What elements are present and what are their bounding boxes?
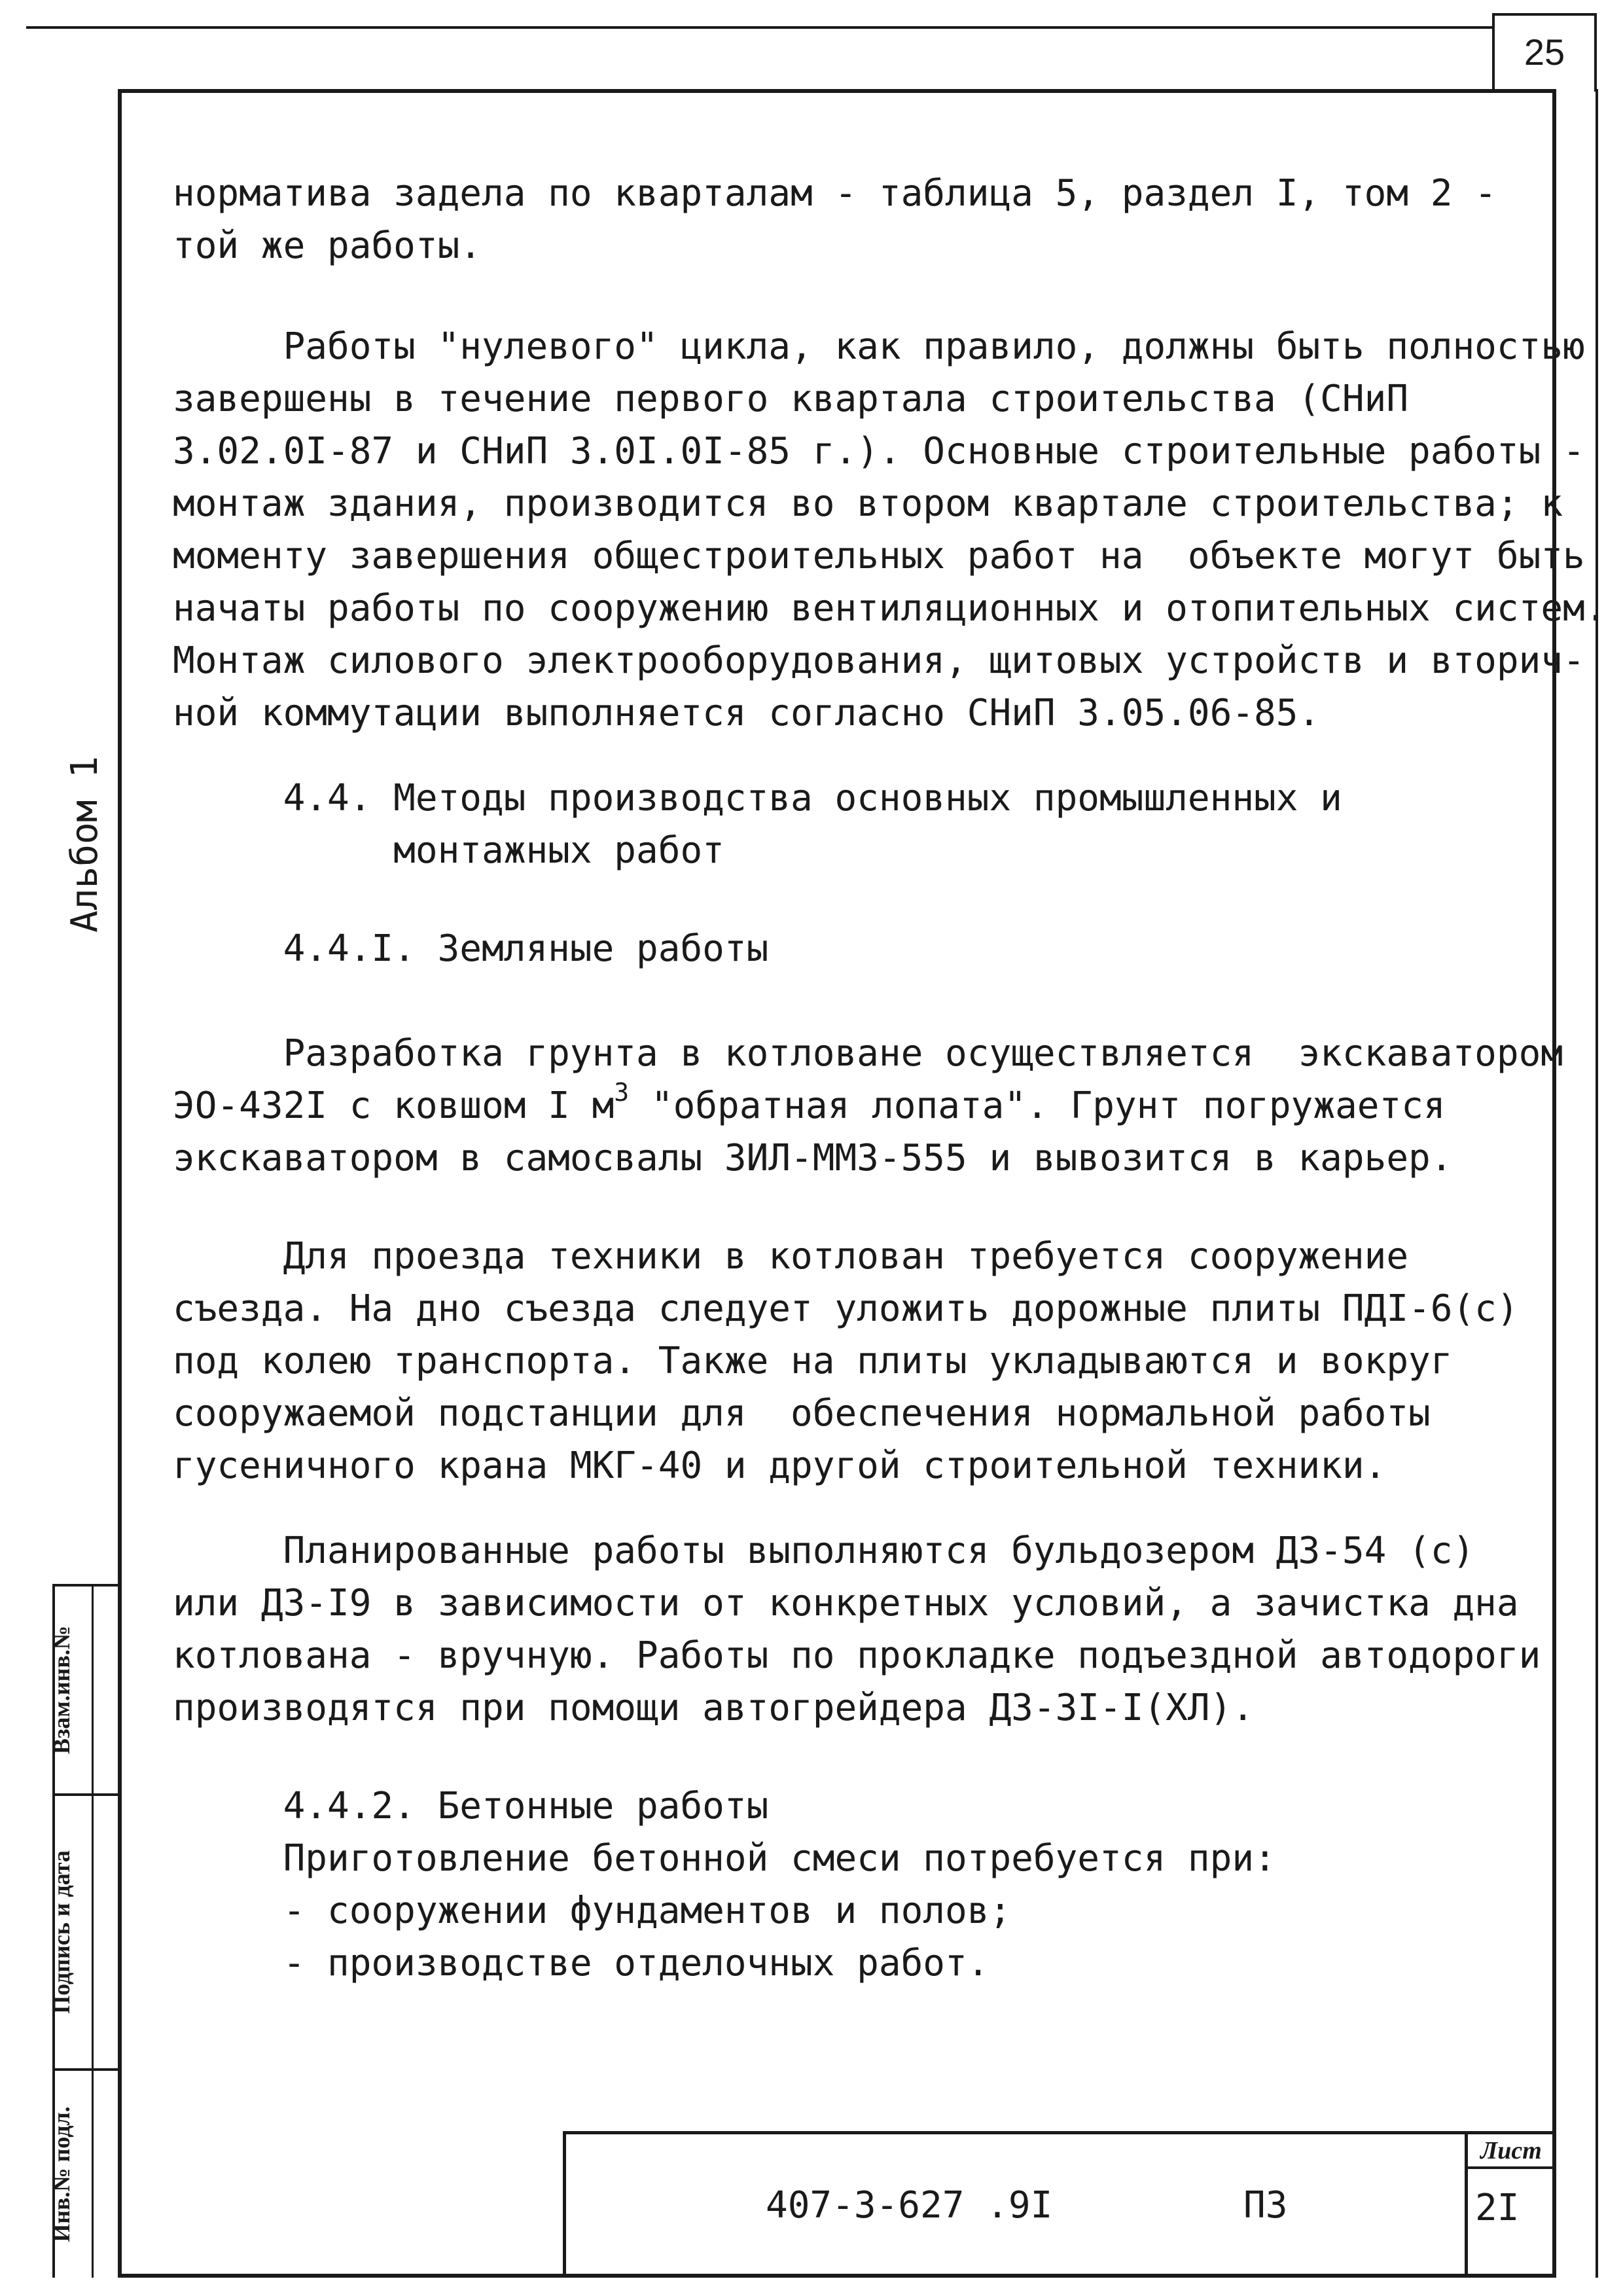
title-block-top [563,2131,1556,2134]
text-line: или ДЗ-I9 в зависимости от конкретных условий, а зачистка дна [173,1582,1519,1624]
title-block-sheet-label-rule [1465,2166,1556,2169]
text-line: - производстве отделочных работ. [173,1942,990,1984]
text-line: той же работы. [173,224,482,267]
stamp-div-2 [52,2068,122,2071]
page-number-box-left [1492,13,1495,92]
text-line: Для проезда техники в котлован требуется сооружение [173,1235,1409,1278]
text-line: Разработка грунта в котловане осуществляется экскаватором [173,1032,1563,1075]
text-line: под колею транспорта. Также на плиты укладываются и вокруг [173,1340,1453,1382]
album-label: Альбом 1 [63,756,106,933]
title-block-left [563,2131,566,2278]
text-line: монтаж здания, производится во втором квартале строительства; к [173,482,1563,525]
paragraph-excavation [173,1028,1563,1185]
document-type: ПЗ [1243,2184,1288,2227]
text-line: 4.4. Методы производства основных промышленных и [173,777,1342,819]
sheet-label: Лист [1480,2137,1542,2164]
stamp-label-inv-podl: Инв.№ подл. [48,2106,75,2242]
text-line: котлована - вручную. Работы по прокладке подъездной автодороги [173,1634,1541,1677]
page-number: 25 [1524,31,1565,73]
text-line: 4.4.2. Бетонные работы [173,1785,769,1827]
paragraph-continuation [173,168,1497,272]
title-block-sheet-divider [1465,2131,1468,2278]
text-line-with-superscript [173,1080,1563,1132]
text-line: 3.02.0I-87 и СНиП 3.0I.0I-85 г.). Основные строительные работы - [173,430,1585,473]
stamp-top [52,1584,122,1587]
text-line: моменту завершения общестроительных работ на объекте могут быть [173,535,1585,577]
text-line: Приготовление бетонной смеси потребуется при: [173,1837,1276,1880]
text-line: начаты работы по сооружению вентиляционных и отопительных систем. [173,587,1607,630]
page-number-box-right [1594,13,1597,92]
sheet-number: 2I [1475,2187,1520,2229]
text-line: экскаватором в самосвалы ЗИЛ-ММЗ-555 и вывозится в карьер. [173,1137,1453,1179]
frame-top [118,89,1556,93]
stamp-label-podpis-data: Подпись и дата [48,1850,75,2014]
text-line: Работы "нулевого" цикла, как правило, должны быть полностью [173,325,1585,368]
stamp-label-vzam-inv: Взам.инв.№ [48,1625,75,1755]
text-line: завершены в течение первого квартала строительства (СНиП [173,378,1409,420]
text-fragment: ЭО-432I с ковшом I м [173,1085,615,1127]
document-code: 407-3-627 .9I [766,2184,1053,2227]
section-heading-4-4-1 [173,923,768,975]
text-line: ной коммутации выполняется согласно СНиП 3.05.06-85. [173,692,1321,734]
stamp-inner [92,1584,94,2278]
section-heading-4-4 [173,772,1342,877]
page-number-box-top [1492,13,1597,16]
paragraph-zero-cycle [173,321,1607,740]
text-line: гусеничного крана МКГ-40 и другой строительной техники. [173,1444,1387,1487]
text-fragment: "обратная лопата". Грунт погружается [629,1085,1446,1127]
top-rule [26,26,1492,29]
text-line: норматива задела по кварталам - таблица 5, раздел I, том 2 - [173,172,1497,215]
text-line: - сооружении фундаментов и полов; [173,1890,1012,1932]
paragraph-ramp [173,1230,1519,1492]
frame-bottom [118,2274,1556,2278]
stamp-div-1 [52,1793,122,1796]
text-line: монтажных работ [173,829,724,872]
section-concrete-works [173,1780,1276,1990]
text-line: Планированные работы выполняются бульдозером ДЗ-54 (с) [173,1530,1475,1572]
text-line: 4.4.I. Земляные работы [173,927,769,970]
text-line: сооружаемой подстанции для обеспечения нормальной работы [173,1392,1431,1435]
superscript: 3 [614,1078,630,1107]
text-line: производятся при помощи автогрейдера ДЗ-3I-I(ХЛ). [173,1687,1255,1729]
paragraph-planning [173,1525,1541,1734]
text-line: Монтаж силового электрооборудования, щитовых устройств и вторич- [173,639,1585,682]
frame-left [118,89,122,2278]
text-line: съезда. На дно съезда следует уложить дорожные плиты ПДI-6(с) [173,1287,1519,1330]
